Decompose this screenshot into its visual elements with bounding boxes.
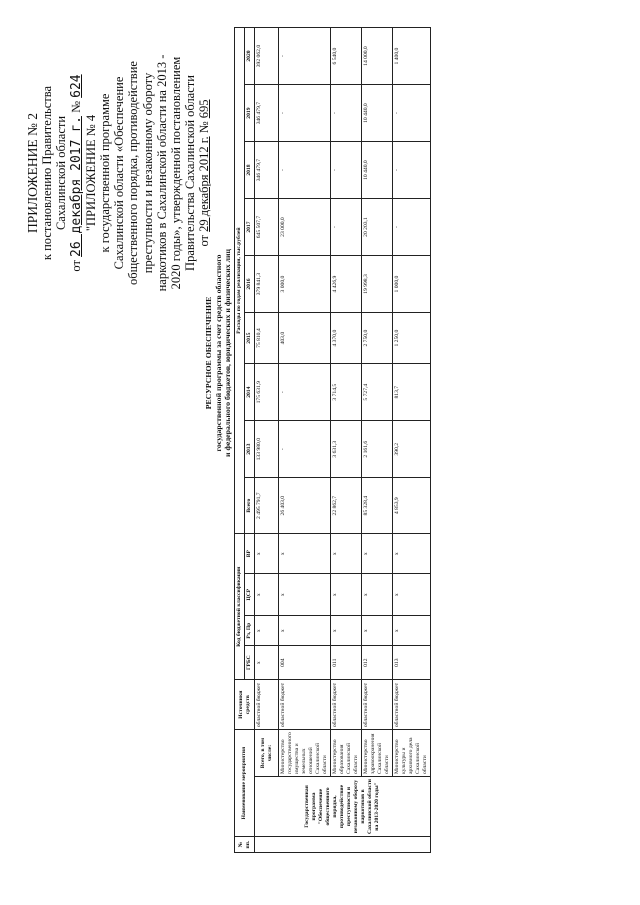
year-value-cell: - <box>279 27 331 84</box>
col-csr-header: ЦСР <box>245 573 255 615</box>
year-value-cell: 4 426,9 <box>331 255 362 312</box>
total-cell: 26 403,0 <box>279 477 331 533</box>
csr-cell: х <box>362 573 393 615</box>
vr-cell: х <box>393 533 431 573</box>
grbs-cell: 011 <box>331 645 362 679</box>
year-value-cell: 20 203,1 <box>362 198 393 255</box>
source-cell: областной бюджет <box>331 679 362 729</box>
executor-cell: Всего, в том числе: <box>255 729 279 776</box>
year-value-cell: 10 440,0 <box>362 84 393 141</box>
rzpr-cell: х <box>393 615 431 645</box>
year-header: 2018 <box>245 141 255 198</box>
col-source-header: Источники средств <box>235 679 255 729</box>
year-value-cell: - <box>279 141 331 198</box>
header-line: Сахалинской области <box>54 115 69 230</box>
year-value-cell: 813,7 <box>393 363 431 420</box>
year-value-cell: 1 250,0 <box>393 312 431 363</box>
header-line: к постановлению Правительства <box>40 85 55 260</box>
year-value-cell: 3 631,3 <box>331 420 362 477</box>
total-cell: 85 328,4 <box>362 477 393 533</box>
resource-table-body <box>255 27 431 852</box>
grbs-cell: 004 <box>279 645 331 679</box>
year-header: 2019 <box>245 84 255 141</box>
total-cell: 4 853,9 <box>393 477 431 533</box>
rzpr-cell: х <box>362 615 393 645</box>
header-line: преступности и незаконному обороту <box>140 72 155 273</box>
year-value-cell: 403,0 <box>279 312 331 363</box>
decree-number: 624 <box>68 73 84 98</box>
table-row <box>279 27 331 852</box>
original-decree-date: 29 декабря 2012 г. <box>197 135 212 232</box>
csr-cell: х <box>255 573 279 615</box>
csr-cell: х <box>279 573 331 615</box>
grbs-cell: 012 <box>362 645 393 679</box>
header-line: 2020 годы», утвержденной постановлением <box>169 56 184 289</box>
col-vr-header: ВР <box>245 533 255 573</box>
decree-date: 26 декабря 2017 г. <box>68 115 84 257</box>
year-value-cell: - <box>393 84 431 141</box>
header-line: Правительства Сахалинской области <box>183 74 198 271</box>
appendix-number: ПРИЛОЖЕНИЕ № 2 <box>25 112 40 233</box>
table-row <box>331 27 362 852</box>
executor-cell: Министерство государственного имущества и земельных отношений Сахалинской области <box>279 729 331 776</box>
year-value-cell: - <box>331 141 362 198</box>
year-value-cell: 390,2 <box>393 420 431 477</box>
rzpr-cell: х <box>279 615 331 645</box>
program-name-cell: Государственная программа "Обеспечение общественного порядка, противодействие преступности и незаконному обороту наркотиков в Сахалинской области на 2013-2020 годы" <box>255 776 431 836</box>
year-value-cell: 19 998,3 <box>362 255 393 312</box>
year-value-cell: 3 714,5 <box>331 363 362 420</box>
executor-cell: Министерство образования Сахалинской области <box>331 729 362 776</box>
decree-date-line: от 26 декабря 2017 г. № 624 <box>68 73 84 272</box>
year-value-cell: 23 000,0 <box>279 198 331 255</box>
vr-cell: х <box>331 533 362 573</box>
year-value-cell: - <box>331 198 362 255</box>
col-expenses-header: Расходы по годам реализации, тыс.рублей <box>235 27 245 533</box>
table-row <box>362 27 393 852</box>
year-value-cell: - <box>331 84 362 141</box>
source-cell: областной бюджет <box>393 679 431 729</box>
total-cell: 2 495 791,7 <box>255 477 279 533</box>
year-value-cell: 2 750,0 <box>362 312 393 363</box>
year-value-cell: 346 479,7 <box>255 84 279 141</box>
executor-cell: Министерство культуры и архивного дела Сахалинской области <box>393 729 431 776</box>
year-value-cell: 6 540,0 <box>331 27 362 84</box>
header-line: общественного порядка, противодействие <box>126 60 141 285</box>
year-value-cell: 14 000,0 <box>362 27 393 84</box>
year-value-cell: 3 000,0 <box>279 255 331 312</box>
source-cell: областной бюджет <box>255 679 279 729</box>
col-name-header: Наименование мероприятия <box>235 729 255 836</box>
year-value-cell: - <box>279 363 331 420</box>
col-total-header: Всего <box>245 477 255 533</box>
grbs-cell: х <box>255 645 279 679</box>
resource-table <box>234 27 431 853</box>
header-line: "ПРИЛОЖЕНИЕ № 4 <box>83 114 98 231</box>
table-row <box>255 27 279 852</box>
header-line: к государственной программе <box>98 93 113 252</box>
source-cell: областной бюджет <box>362 679 393 729</box>
col-kbk-header: Код бюджетной классификации <box>235 533 245 679</box>
year-header: 2017 <box>245 198 255 255</box>
source-cell: областной бюджет <box>279 679 331 729</box>
rzpr-cell: х <box>331 615 362 645</box>
vr-cell: х <box>255 533 279 573</box>
col-rzpr-header: Рз, Пр <box>245 615 255 645</box>
title-sub: государственной программы за счет средств областного <box>213 254 223 451</box>
year-header: 2015 <box>245 312 255 363</box>
title-sub: и федерального бюджетов, юридических и физических лиц <box>223 248 232 457</box>
year-value-cell: 645 507,7 <box>255 198 279 255</box>
table-row <box>393 27 431 852</box>
grbs-cell: 013 <box>393 645 431 679</box>
year-value-cell: - <box>393 198 431 255</box>
total-cell: 22 862,7 <box>331 477 362 533</box>
year-value-cell: 133 980,0 <box>255 420 279 477</box>
year-value-cell: 346 479,7 <box>255 141 279 198</box>
document-title <box>204 173 233 533</box>
year-value-cell: - <box>393 141 431 198</box>
csr-cell: х <box>331 573 362 615</box>
rzpr-cell: х <box>255 615 279 645</box>
executor-cell: Министерство здравоохранения Сахалинской области <box>362 729 393 776</box>
year-header: 2013 <box>245 420 255 477</box>
resource-table-wrap <box>234 27 431 853</box>
year-header: 2014 <box>245 363 255 420</box>
csr-cell: х <box>393 573 431 615</box>
header-line: Сахалинской области «Обеспечение <box>112 76 127 269</box>
title-main: РЕСУРСНОЕ ОБЕСПЕЧЕНИЕ <box>204 296 213 409</box>
year-value-cell: 4 370,0 <box>331 312 362 363</box>
year-value-cell: 5 727,4 <box>362 363 393 420</box>
year-value-cell: 1 400,0 <box>393 27 431 84</box>
year-value-cell: 175 631,9 <box>255 363 279 420</box>
year-value-cell: 392 062,0 <box>255 27 279 84</box>
original-decree-number: 695 <box>197 98 212 118</box>
original-decree-line: от 29 декабря 2012 г. № 695 <box>197 98 212 247</box>
year-header: 2016 <box>245 255 255 312</box>
col-num-header: № пп. <box>235 836 255 852</box>
vr-cell: х <box>362 533 393 573</box>
year-value-cell: 10 440,0 <box>362 141 393 198</box>
vr-cell: х <box>279 533 331 573</box>
header-line: наркотиков в Сахалинской области на 2013 - <box>154 54 169 291</box>
appendix-header <box>26 53 212 293</box>
year-value-cell: 75 810,4 <box>255 312 279 363</box>
year-value-cell: 1 000,0 <box>393 255 431 312</box>
col-grbs-header: ГРБС <box>245 645 255 679</box>
year-value-cell: 379 841,3 <box>255 255 279 312</box>
year-header: 2020 <box>245 27 255 84</box>
year-value-cell: - <box>279 420 331 477</box>
row-number-cell <box>255 836 431 852</box>
rotated-page <box>20 13 620 893</box>
year-value-cell: 2 161,6 <box>362 420 393 477</box>
year-value-cell: - <box>279 84 331 141</box>
